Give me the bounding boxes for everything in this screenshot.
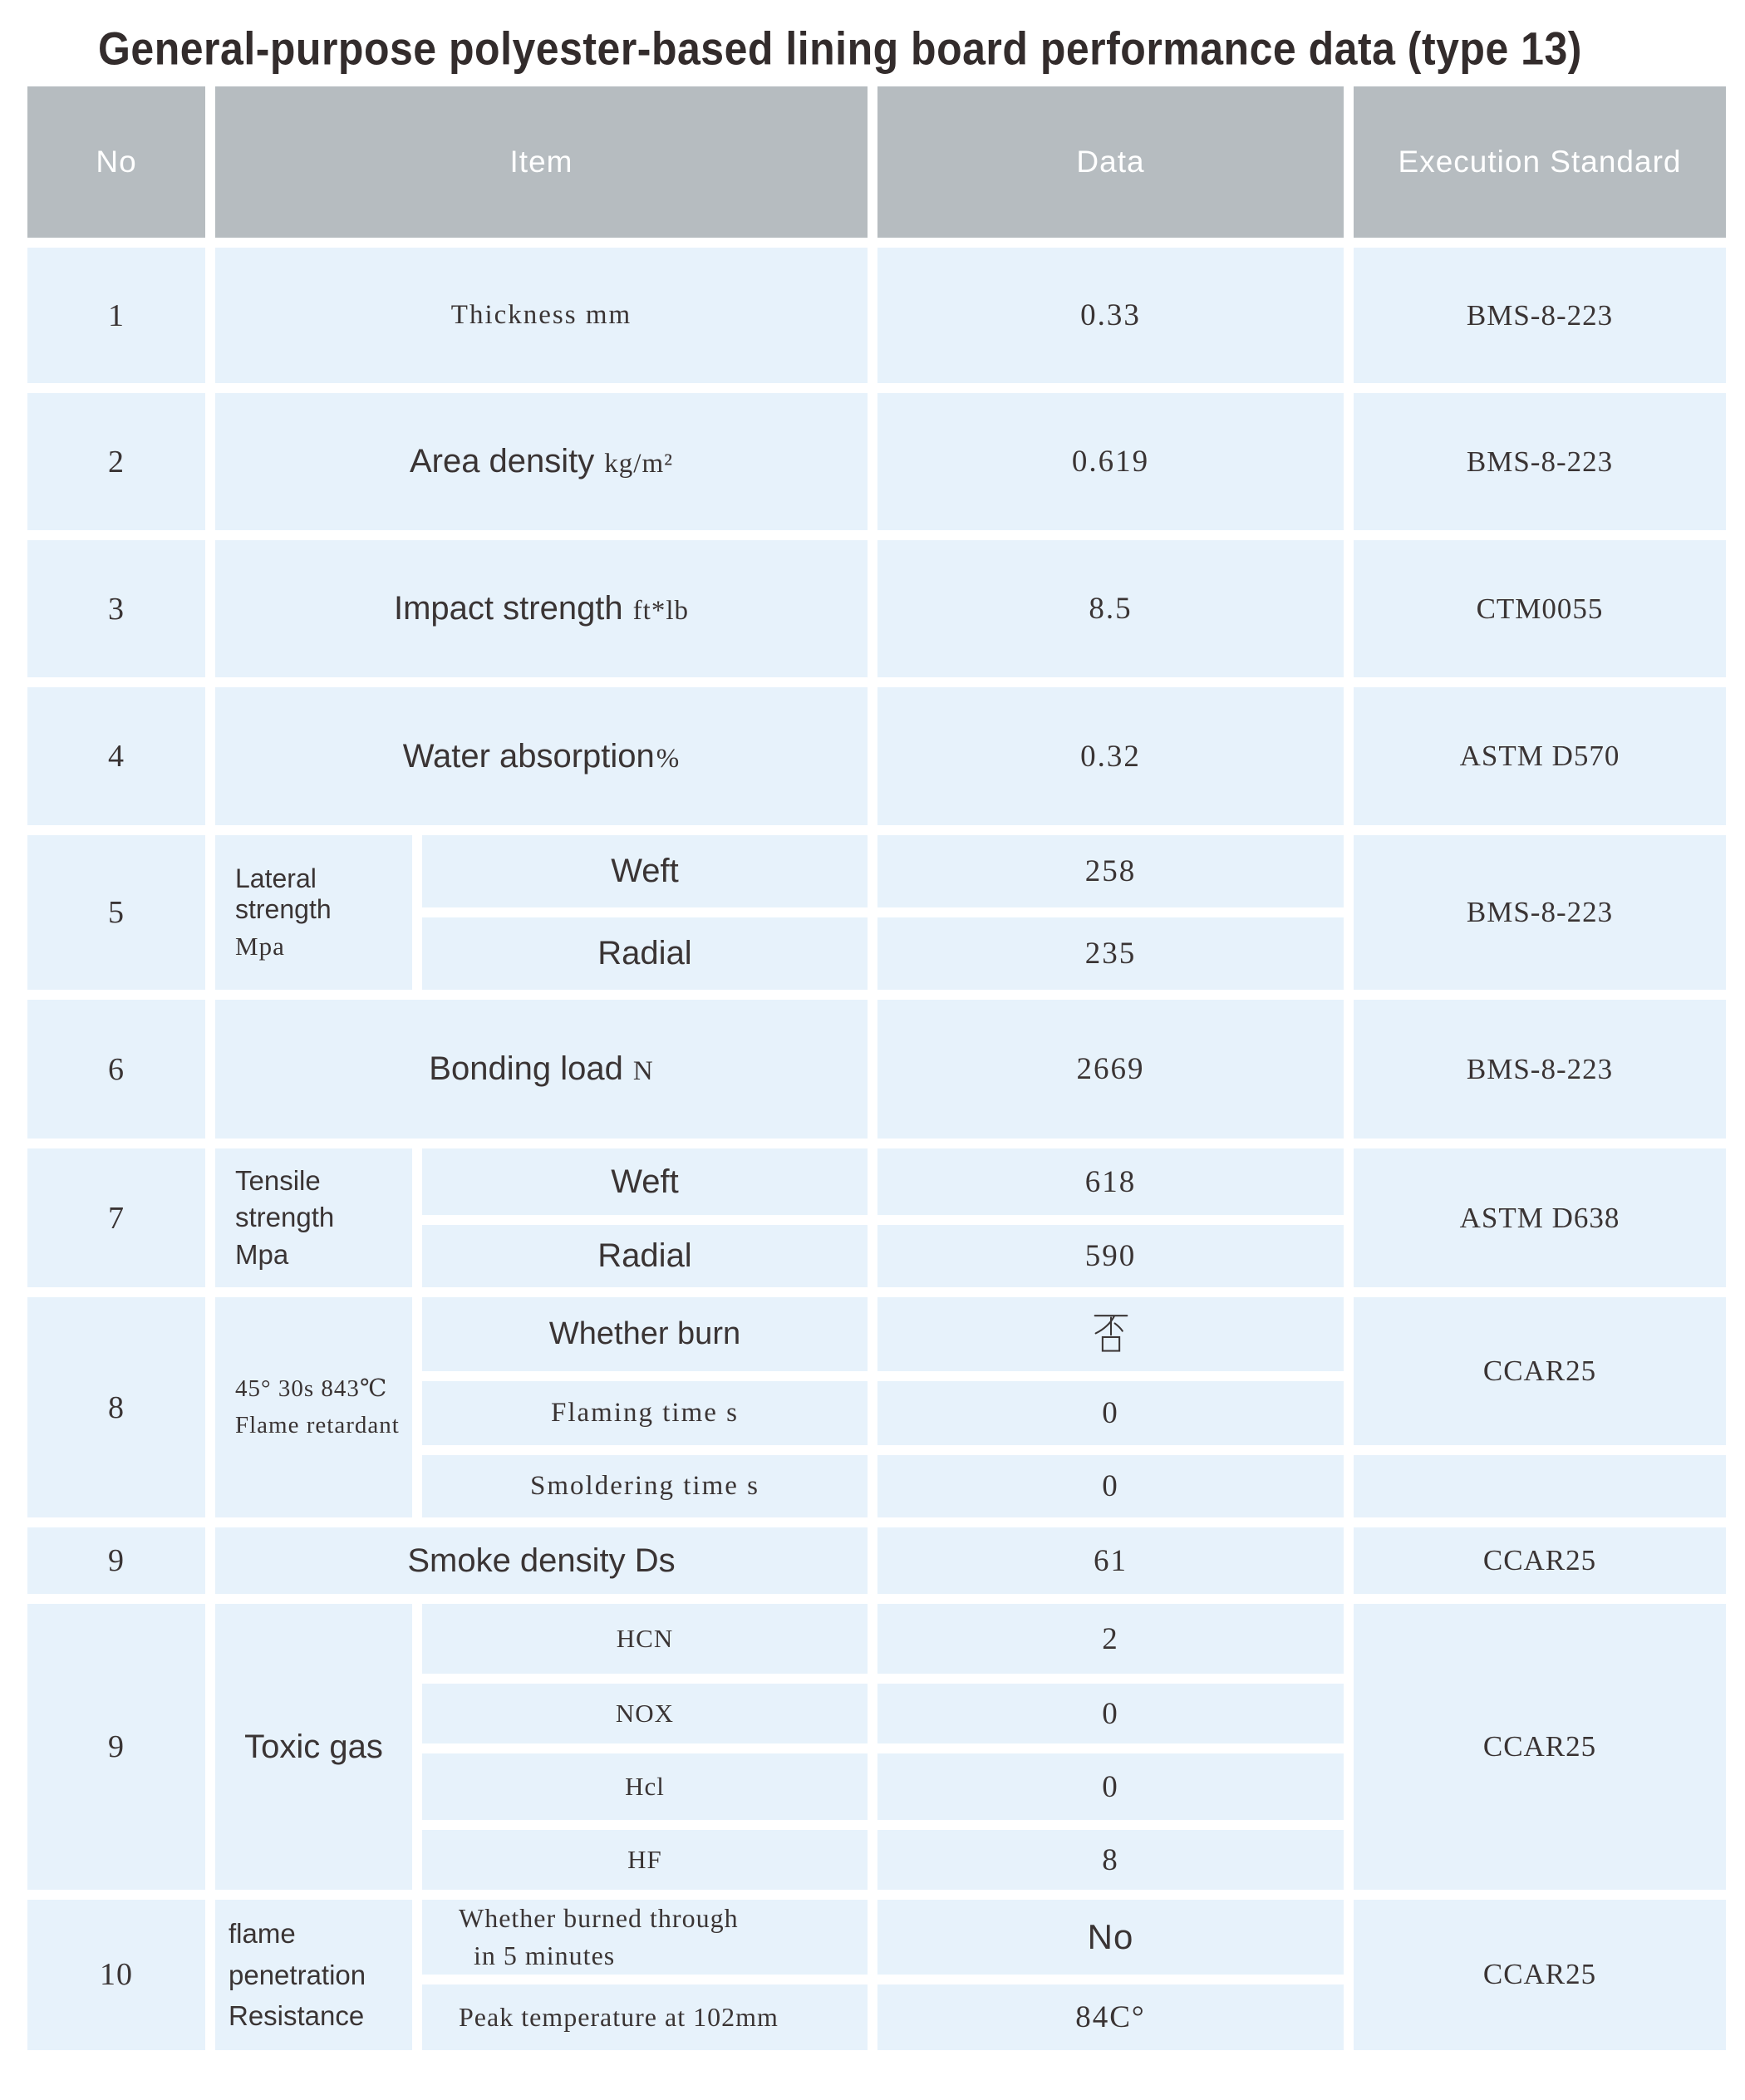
sub-item-cell [422, 1984, 868, 2050]
group-label-line2: Flame retardant [235, 1411, 400, 1439]
row-number: 2 [27, 393, 205, 530]
data-cell: 0.33 [877, 248, 1344, 383]
row-number: 1 [27, 248, 205, 383]
standard-cell: ASTM D570 [1354, 687, 1726, 825]
standard-cell: CCAR25 [1354, 1900, 1726, 2050]
group-label-line1: Toxic gas [244, 1728, 383, 1765]
sub-item-cell: Hcl [422, 1753, 868, 1820]
item-cell [215, 540, 868, 677]
row-number: 10 [27, 1900, 205, 2050]
sub-item-cell: Whether burn [422, 1297, 868, 1371]
group-label-line1: 45° 30s 843℃ [235, 1375, 388, 1402]
item-group-cell [215, 1297, 412, 1517]
col-header-item: Item [215, 86, 868, 238]
item-label: Impact strength [393, 590, 623, 627]
data-cell [877, 1297, 1344, 1371]
row-water-absorption [27, 687, 1726, 825]
item-group-cell [215, 835, 412, 990]
col-header-data: Data [877, 86, 1344, 238]
data-cell: 0 [877, 1455, 1344, 1517]
row-number: 9 [27, 1527, 205, 1594]
item-unit: % [656, 743, 681, 774]
header-row [27, 86, 1726, 238]
item-cell [215, 393, 868, 530]
col-header-standard: Execution Standard [1354, 86, 1726, 238]
sub-item-label: Peak temperature at 102mm [459, 2001, 779, 2032]
group-label-line1: Lateral strength [235, 863, 332, 924]
item-cell [215, 1000, 868, 1139]
data-cell: 0.32 [877, 687, 1344, 825]
sub-item-line1: Whether burned through [459, 1903, 739, 1933]
data-cell: 258 [877, 835, 1344, 907]
row-number: 8 [27, 1297, 205, 1517]
item-label: Bonding load [429, 1050, 623, 1087]
data-cell: 618 [877, 1148, 1344, 1215]
item-group-cell [215, 1604, 412, 1890]
data-cell: 235 [877, 917, 1344, 990]
data-cell: 0 [877, 1753, 1344, 1820]
item-unit: kg/m² [604, 449, 674, 479]
row-number: 3 [27, 540, 205, 677]
standard-cell: BMS-8-223 [1354, 1000, 1726, 1139]
data-cell: 2 [877, 1604, 1344, 1674]
item-label: Area density [409, 443, 595, 480]
row-number: 9 [27, 1604, 205, 1890]
chinese-no-glyph [1092, 1311, 1130, 1354]
data-cell: 84C° [877, 1984, 1344, 2050]
item-cell [215, 1527, 868, 1594]
data-cell: 0 [877, 1381, 1344, 1445]
sub-item-cell: HF [422, 1830, 868, 1890]
sub-item-cell: NOX [422, 1684, 868, 1743]
sub-item-cell: HCN [422, 1604, 868, 1674]
item-label: Smoke density Ds [407, 1542, 676, 1579]
data-cell: 61 [877, 1527, 1344, 1594]
group-label-line1: Tensile strength [235, 1164, 335, 1233]
group-label-line2: Mpa [235, 1238, 289, 1270]
row-tensile-strength-weft [27, 1148, 1726, 1215]
sub-item-cell: Smoldering time s [422, 1455, 868, 1517]
standard-cell: BMS-8-223 [1354, 393, 1726, 530]
row-smoke-density [27, 1527, 1726, 1594]
standard-cell: BMS-8-223 [1354, 835, 1726, 990]
item-label: Water absorption [402, 737, 655, 775]
data-cell: 0 [877, 1684, 1344, 1743]
row-bonding-load [27, 1000, 1726, 1139]
item-unit: N [632, 1056, 654, 1086]
sub-item-cell [422, 1900, 868, 1975]
sub-item-cell: Weft [422, 1148, 868, 1215]
standard-cell: CCAR25 [1354, 1604, 1726, 1890]
sub-item-line2: in 5 minutes [474, 1940, 616, 1970]
row-impact-strength [27, 540, 1726, 677]
data-cell: No [877, 1900, 1344, 1975]
group-label-line2: Mpa [235, 932, 285, 961]
standard-cell-empty [1354, 1455, 1726, 1517]
data-cell: 2669 [877, 1000, 1344, 1139]
group-label-line1: flame penetration [229, 1918, 366, 1990]
sub-item-cell: Radial [422, 917, 868, 990]
row-number: 7 [27, 1148, 205, 1287]
row-number: 5 [27, 835, 205, 990]
col-header-no: No [27, 86, 205, 238]
standard-cell: CTM0055 [1354, 540, 1726, 677]
row-thickness [27, 248, 1726, 383]
sub-item-cell: Flaming time s [422, 1381, 868, 1445]
row-flame-retardant-whether-burn [27, 1297, 1726, 1371]
data-cell: 0.619 [877, 393, 1344, 530]
standard-cell: CCAR25 [1354, 1297, 1726, 1445]
group-label-line2: Resistance [229, 2000, 365, 2032]
item-cell [215, 248, 868, 383]
row-lateral-strength-weft [27, 835, 1726, 907]
data-cell: 8 [877, 1830, 1344, 1890]
standard-cell: CCAR25 [1354, 1527, 1726, 1594]
row-flame-penetration-burned-through [27, 1900, 1726, 1975]
row-number: 4 [27, 687, 205, 825]
row-number: 6 [27, 1000, 205, 1139]
page-title: General-purpose polyester-based lining board performance data (type 13) [98, 22, 1582, 75]
row-area-density [27, 393, 1726, 530]
standard-cell: ASTM D638 [1354, 1148, 1726, 1287]
data-cell: 590 [877, 1225, 1344, 1287]
sub-item-cell: Weft [422, 835, 868, 907]
data-cell: 8.5 [877, 540, 1344, 677]
item-cell [215, 687, 868, 825]
standard-cell: BMS-8-223 [1354, 248, 1726, 383]
performance-table [17, 76, 1736, 2060]
item-group-cell [215, 1148, 412, 1287]
row-toxic-gas-hcn [27, 1604, 1726, 1674]
item-group-cell [215, 1900, 412, 2050]
sub-item-cell: Radial [422, 1225, 868, 1287]
item-unit: ft*lb [632, 596, 689, 626]
item-label: Thickness mm [450, 300, 632, 330]
